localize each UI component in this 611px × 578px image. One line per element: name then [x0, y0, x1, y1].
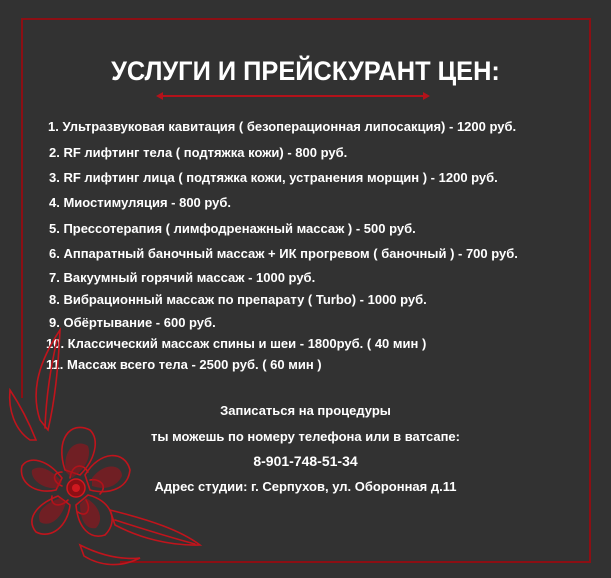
page-title: УСЛУГИ И ПРЕЙСКУРАНТ ЦЕН: — [111, 56, 500, 86]
booking-subtext: ты можешь по номеру телефона или в ватсапе: — [151, 429, 460, 444]
service-item: 1. Ультразвуковая кавитация ( безоперационная липосакция) - 1200 руб. — [48, 119, 517, 134]
service-item: 8. Вибрационный массаж по препарату ( Turbo) - 1000 руб. — [49, 292, 427, 307]
service-item: 3. RF лифтинг лица ( подтяжка кожи, устранения морщин ) - 1200 руб. — [49, 170, 498, 185]
service-item: 10. Классический массаж спины и шеи - 1800руб. ( 40 мин ) — [46, 336, 427, 351]
service-item: 4. Миостимуляция - 800 руб. — [49, 195, 232, 210]
phone-number: 8-901-748-51-34 — [253, 453, 358, 469]
studio-address: Адрес студии: г. Серпухов, ул. Оборонная д.11 — [154, 479, 457, 494]
service-item: 11. Массаж всего тела - 2500 руб. ( 60 мин ) — [46, 357, 322, 372]
booking-text: Записаться на процедуры — [220, 403, 391, 418]
service-item: 9. Обёртывание - 600 руб. — [49, 315, 216, 330]
service-item: 5. Прессотерапия ( лимфодренажный массаж ) - 500 руб. — [49, 221, 416, 236]
service-item: 6. Аппаратный баночный массаж + ИК прогревом ( баночный ) - 700 руб. — [49, 246, 518, 261]
service-item: 7. Вакуумный горячий массаж - 1000 руб. — [49, 270, 316, 285]
service-item: 2. RF лифтинг тела ( подтяжка кожи) - 800 руб. — [49, 145, 348, 160]
